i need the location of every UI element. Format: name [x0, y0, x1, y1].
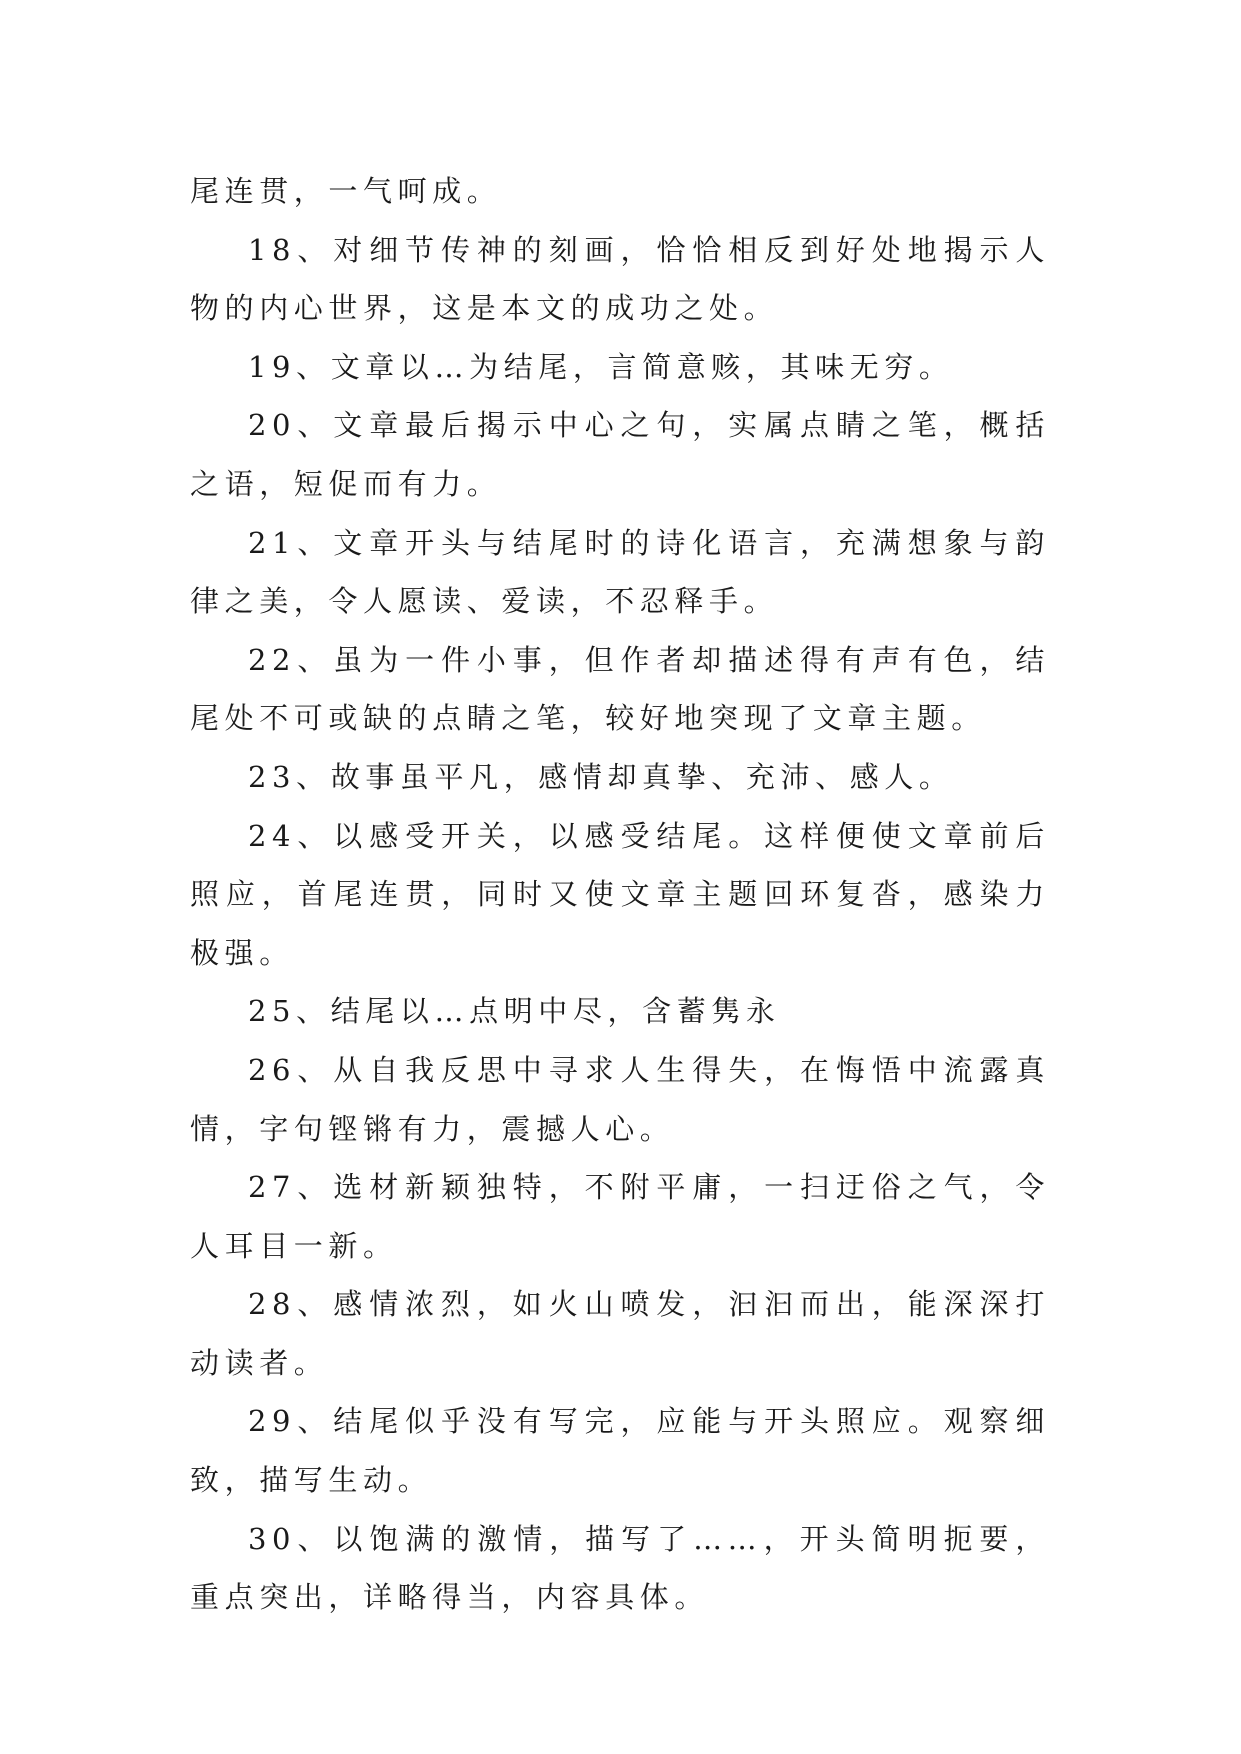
- paragraph-item-29: 29、结尾似乎没有写完，应能与开头照应。观察细致，描写生动。: [190, 1404, 1050, 1498]
- paragraph-item-22: 22、虽为一件小事，但作者却描述得有声有色，结尾处不可或缺的点睛之笔，较好地突现了文章主题。: [190, 642, 1050, 736]
- paragraph-item-28: 28、感情浓烈，如火山喷发，汩汩而出，能深深打动读者。: [190, 1287, 1050, 1380]
- document-body: [190, 162, 1050, 1627]
- paragraph-item-30: 30、以饱满的激情，描写了……，开头简明扼要，重点突出，详略得当，内容具体。: [190, 1521, 1050, 1615]
- paragraph-item-25: 25、结尾以…点明中尽，含蓄隽永: [248, 994, 781, 1029]
- paragraph-item-27: 27、选材新颖独特，不附平庸，一扫迂俗之气，令人耳目一新。: [190, 1170, 1050, 1263]
- paragraph-item-23: 23、故事虽平凡，感情却真挚、充沛、感人。: [248, 759, 954, 794]
- paragraph-item-24: 24、以感受开关，以感受结尾。这样便使文章前后照应，首尾连贯，同时又使文章主题回环复沓，感染力极强。: [190, 818, 1050, 970]
- paragraph-item-18: 18、对细节传神的刻画，恰恰相反到好处地揭示人物的内心世界，这是本文的成功之处。: [190, 232, 1050, 326]
- paragraph-item-26: 26、从自我反思中寻求人生得失，在悔悟中流露真情，字句铿锵有力，震撼人心。: [190, 1052, 1050, 1146]
- paragraph-continuation: 尾连贯，一气呵成。: [190, 174, 502, 208]
- paragraph-item-21: 21、文章开头与结尾时的诗化语言，充满想象与韵律之美，令人愿读、爱读，不忍释手。: [190, 525, 1050, 619]
- paragraph-item-19: 19、文章以…为结尾，言简意赅，其味无穷。: [248, 349, 954, 384]
- paragraph-item-20: 20、文章最后揭示中心之句，实属点睛之笔，概括之语，短促而有力。: [190, 408, 1050, 501]
